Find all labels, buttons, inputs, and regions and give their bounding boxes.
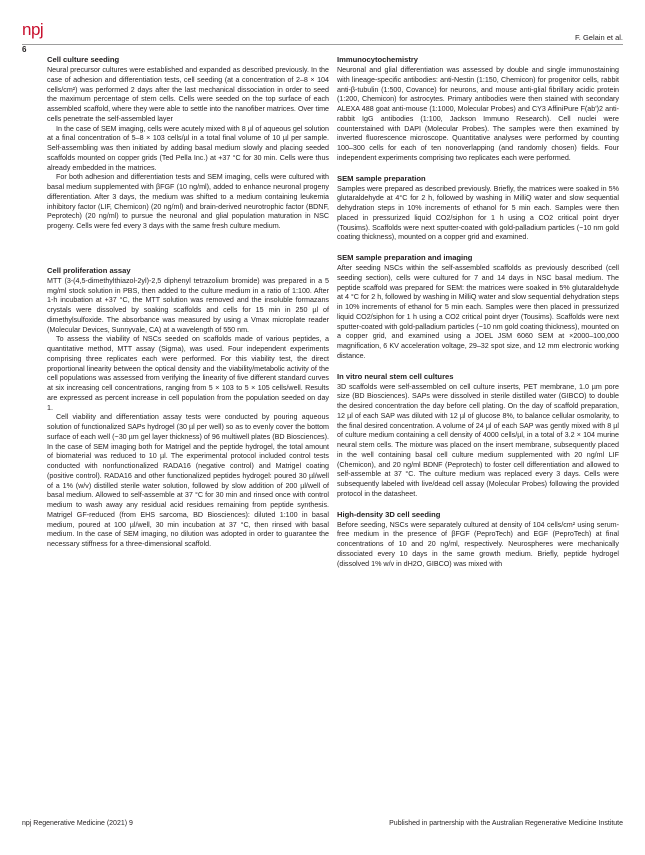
section-title: Cell proliferation assay bbox=[47, 265, 131, 275]
section-title: In vitro neural stem cell cultures bbox=[337, 371, 454, 381]
section-title: Cell culture seeding bbox=[47, 55, 120, 64]
journal-logo: npj bbox=[22, 20, 44, 39]
section-title: SEM sample preparation bbox=[337, 173, 426, 183]
paragraph: Neural precursor cultures were established and expanded as described previously. In the case of adhesion and differentiation tests, cell seeding (at a concentration of 2–8 × 104 cells/cm²) was performed 2 days after the last mechanical dissociation in order to seed the maximum percentage of stem cells. Cells were seeded on the top surface of each assembled scaffold, where they were able to settle into the nanofiber matrices. Over time cells penetrate the self-assembled layer bbox=[47, 66, 329, 123]
paragraph: Neuronal and glial differentiation was assessed by double and single immunostaining with lineage-specific antibodies: anti-Nestin (1:150, Chemicon) for progenitor cells, rabbit anti-β-tubulin (1:500, Covance) for neurons, and mouse anti-glial fibrillary acidic protein (1:200, Chemicon) for astrocytes. Primary antibodies were then stained with secondary ALEXA 488 goat anti-mouse (1:1000, Molecular Probes) and CY3 AffiniPure F(ab')2 anti-rabbit IgG antibodies (1:100, Jackson Immuno Research). Cell nuclei were counterstained with DAPI (Molecular Probes). The samples were then examined by inverted fluorescence microscope. Quantitative analyses were performed by counting 100–300 cells for each of ten nonoverlapping (and randomly chosen) fields. Four independent experiments comprising two replicates each were performed. bbox=[337, 66, 619, 162]
paragraph: Samples were prepared as described previously. Briefly, the matrices were soaked in 5% glutaraldehyde at 4°C for 2 h, followed by washing in MilliQ water and slow sequential dehydration steps in 10% increments of ethanol for 5 min each. Samples were then placed in pressurized liquid CO2/siphon for 1 h using a CO2 critical point dryer (Tousims). Scaffolds were next sputter-coated with gold-palladium particles (~10 nm gold coating thickness), mounted on a copper grid and examined. bbox=[337, 184, 619, 242]
paragraph: MTT (3-(4,5-dimethylthiazol-2yl)-2,5 diphenyl tetrazolium bromide) was prepared in a 5 mg/ml stock solution in PBS, then added to the culture medium in a ratio of 1:100. After 1-h incubation at +37 °C, the MTT solution was removed and the insoluble formazans crystals were dissolved by soaking scaffolds and cells for 15 min in 250 µl of dimethylsulfoxide. The absorbance was measured by using a Vmax microplate reader (Molecular Devices, Sunnyvale, CA) at a wavelength of 550 nm. bbox=[47, 276, 329, 334]
section-immunocytochemistry bbox=[337, 55, 619, 164]
author-running-head: F. Gelain et al. bbox=[575, 33, 623, 42]
section-cell-culture-seeding bbox=[47, 55, 329, 232]
left-column bbox=[47, 55, 329, 550]
paragraph: Before seeding, NSCs were separately cultured at density of 104 cells/cm² using serum-free medium in the presence of βFGF (PeproTech) and EGF (PeproTech) at final concentrations of 10 and 20 ng/ml, respectively. Neurospheres were mechanically dissociated every 10 days in the same growth medium. Briefly, peptide hydrogel (dissolved 1% w/v in dH2O, GIBCO) was mixed with bbox=[337, 520, 619, 568]
paragraph: Cell viability and differentiation assay tests were conducted by pouring aqueous solution of functionalized SAPs hydrogel (30 µl per well) so as to evenly cover the bottom surface of each well (~30 µm gel layer thickness) of 96 multiwell plates (BD Biosciences). In the case of SEM imaging both for Matrigel and the peptide hydrogel, the total amount of biomaterial was reduced to 10 µl. The experimental protocol included control tests conducted with nonfunctionalized RADA16 (negative control) and Matrigel coating (positive control). RADA16 and other functionalized peptides hydrogel: poured 30 µl/well of a 1% (w/v) distilled sterile water solution, followed by slow addition of 200 µl/well of basal medium. Allowed to self-assemble at 37 °C for 30 min and rinsed once with control medium to wash away any residual acid residues remaining from peptide synthesis. Matrigel GF-reduced (from EHS sarcoma, BD Biosciences): diluted 1:100 in basal medium, poured at 100 µl/well, 30 min incubation at 37 °C, then rinsed with basal medium. In the case of SEM imaging, no dilution was adopted in order to guarantee the necessary stiffness for a three-dimensional scaffold. bbox=[47, 413, 329, 548]
section-sem-imaging bbox=[337, 253, 619, 362]
section-high-density-seeding bbox=[337, 510, 619, 570]
section-title: Immunocytochemistry bbox=[337, 55, 419, 64]
paragraph: 3D scaffolds were self-assembled on cell culture inserts, PET membrane, 1.0 µm pore size (BD Biosciences). SAPs were dissolved in sterile distilled water (GIBCO) to double the desired concentration the day before cell plating. On the day of scaffold preparation, 12 µl of each SAP was diluted with 12 µl of glucose 8%, to balance cellular osmolarity, to the final desired concentration. A volume of 24 µl of each SAP was gently mixed with 8 µl of culture medium containing a cell density of 4000 cells/µl, in a total of 3.2 × 104 murine neural stem cells. The mixture was placed on the insert membrane, subsequently placed in the well containing basal cell culture medium supplemented with 20 ng/ml LIF (Chemicon), and 20 ng/ml BDNF (Peprotech) to foster cell differentiation and allowed to self-assemble at 37 °C. The culture medium was replaced every 3 days. Cells were subsequently labeled with live/dead cell assay (Molecular Probes) following the provided protocol in the datasheet. bbox=[337, 382, 619, 498]
page-number: 6 bbox=[22, 45, 27, 54]
section-title: SEM sample preparation and imaging bbox=[337, 253, 473, 262]
header-rule bbox=[22, 44, 623, 45]
paragraph: To assess the viability of NSCs seeded on scaffolds made of various peptides, a quantitative method, MTT assay (Sigma), was used. Four independent experiments comprising three replicates each were performed. For this viability test, the direct proportional linearity between the optical density and the viability/metabolic activity of the cell populations was assessed from verifying the linearity of five different standard curves at six increasing cell concentrations, ranging from 5 × 103 to 5 × 105 cells/well. Results are expressed as percent increase in cell population from the population seeded on day 1. bbox=[47, 335, 329, 412]
section-cell-proliferation-assay bbox=[47, 266, 329, 550]
section-title: High-density 3D cell seeding bbox=[337, 509, 441, 519]
paragraph: In the case of SEM imaging, cells were acutely mixed with 8 µl of aqueous gel solution at a final concentration of 5–8 × 103 cells/µl in a total final volume of 10 µl per sample. Self-assembling was then initiated by adding basal medium slowly and placing seeded scaffolds mounted on copper grids (Ted Pella Inc.) at +37 °C for 30 min. Cells were thus already embedded in the matrices. bbox=[47, 124, 329, 172]
footer-journal: npj Regenerative Medicine (2021) 9 bbox=[22, 820, 133, 827]
section-in-vitro-nsc-cultures bbox=[337, 372, 619, 500]
footer-publisher: Published in partnership with the Australian Regenerative Medicine Institute bbox=[389, 820, 623, 827]
paragraph: For both adhesion and differentiation tests and SEM imaging, cells were cultured with basal medium supplemented with βFGF (10 ng/ml), added to enhance neuronal progeny differentiation. After 3 days, the medium was shifted to a medium containing leukemia inhibitory factor (LIF, Chemicon) (20 ng/ml) and brain-derived neurotrophic factor (BDNF, Peprotech) (20 ng/ml) to pursue the neuronal and glial population maturation in NSC progeny. Cells were fed every 3 days with the same fresh culture medium. bbox=[47, 173, 329, 230]
paragraph: After seeding NSCs within the self-assembled scaffolds as previously described (cell seeding section), cells were cultured for 7 and 14 days in NSC basal medium. The peptide scaffold was prepared for SEM: the matrices were soaked in 5% glutaraldehyde at 4 °C for 2 h, followed by washing in MilliQ water and slow sequential dehydration steps in 10% increments of ethanol for 5 min each. Samples were then placed in pressurized liquid CO2/siphon for 1 h using a CO2 critical point dryer (Tousims). Scaffolds were next sputter-coated with gold-palladium particles (~10 nm gold coating thickness), mounted on a copper grid, and examined using a JOEL JSM 6060 SEM at ×2000–100,000 magnification, 6 KV acceleration voltage, 29–32 spot size, and 12 mm electronic working distance. bbox=[337, 264, 620, 360]
right-column bbox=[337, 55, 619, 569]
section-sem-sample-preparation bbox=[337, 174, 619, 244]
